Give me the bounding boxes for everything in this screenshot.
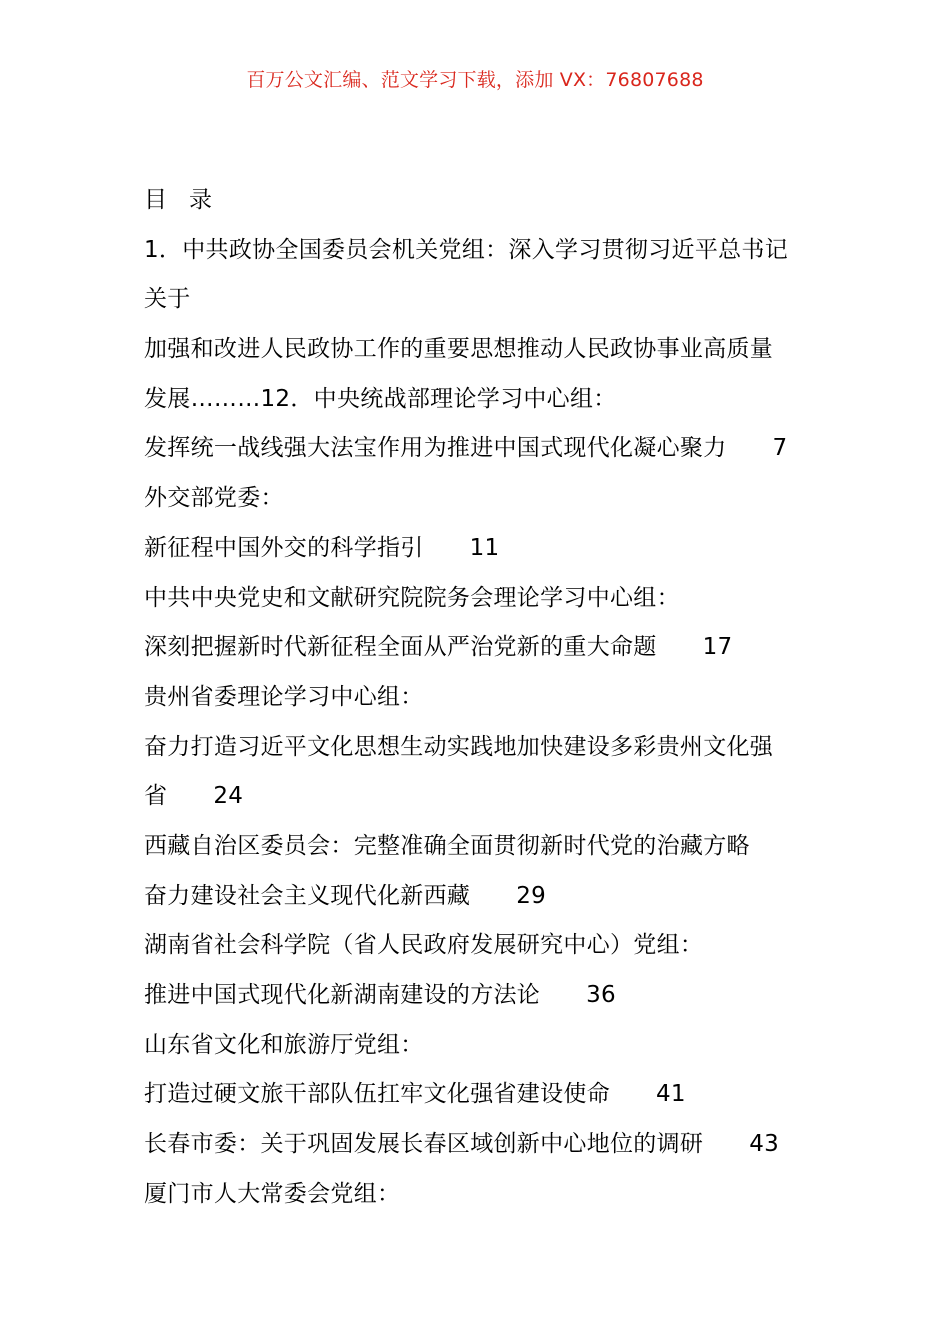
toc-entry-text: 发挥统一战线强大法宝作用为推进中国式现代化凝心聚力 xyxy=(144,435,727,462)
toc-entry-text: 西藏自治区委员会：完整准确全面贯彻新时代党的治藏方略 xyxy=(144,832,750,859)
toc-entry-text: 1．中共政协全国委员会机关党组：深入学习贯彻习近平总书记 xyxy=(144,236,789,263)
toc-entry xyxy=(144,927,824,977)
toc-entry-text: 深刻把握新时代新征程全面从严治党新的重大命题 xyxy=(144,634,657,661)
toc-entry xyxy=(144,480,824,530)
toc-entry xyxy=(144,281,824,331)
toc-entry xyxy=(144,381,824,431)
toc-entry-text: 省 xyxy=(144,783,168,810)
toc-entry xyxy=(144,1126,824,1176)
toc-entry xyxy=(144,878,824,928)
toc-entry-text: 推进中国式现代化新湖南建设的方法论 xyxy=(144,982,541,1008)
toc-entry-text: 中共中央党史和文献研究院院务会理论学习中心组： xyxy=(144,584,680,611)
toc-entry xyxy=(144,232,824,282)
toc-entry-text: 外交部党委： xyxy=(144,485,284,512)
toc-entry xyxy=(144,530,824,580)
toc-entry xyxy=(144,828,824,878)
download-banner: 百万公文汇编、范文学习下载，添加 VX：76807688 xyxy=(246,69,704,91)
table-of-contents xyxy=(144,182,824,1225)
toc-entry xyxy=(144,778,824,828)
toc-page-number: 17 xyxy=(702,634,733,661)
toc-entry xyxy=(144,679,824,729)
toc-title: 目录 xyxy=(144,187,234,213)
toc-entry-text: 厦门市人大常委会党组： xyxy=(144,1180,401,1207)
toc-page-number: 43 xyxy=(749,1131,780,1158)
toc-entry xyxy=(144,629,824,679)
toc-entry xyxy=(144,1076,824,1126)
toc-entry-text: 奋力建设社会主义现代化新西藏 xyxy=(144,882,471,909)
toc-page-number: 24 xyxy=(213,783,244,810)
toc-page-number: 7 xyxy=(772,435,788,462)
toc-entry-text: 发展………12．中央统战部理论学习中心组： xyxy=(144,385,617,412)
toc-entry xyxy=(144,331,824,381)
toc-entry-text: 奋力打造习近平文化思想生动实践地加快建设多彩贵州文化强 xyxy=(144,733,774,760)
toc-entry-text: 贵州省委理论学习中心组： xyxy=(144,683,424,710)
toc-entry-text: 加强和改进人民政协工作的重要思想推动人民政协事业高质量 xyxy=(144,336,774,363)
toc-page-number: 29 xyxy=(516,882,547,909)
toc-entry-text: 山东省文化和旅游厅党组： xyxy=(144,1031,424,1058)
toc-entry xyxy=(144,430,824,480)
toc-entry-text: 打造过硬文旅干部队伍扛牢文化强省建设使命 xyxy=(144,1081,610,1108)
toc-entries xyxy=(144,232,824,1226)
toc-page-number: 11 xyxy=(469,534,500,561)
toc-entry-text: 关于 xyxy=(144,286,191,313)
toc-page-number: 41 xyxy=(656,1081,686,1108)
toc-entry-text: 湖南省社会科学院（省人民政府发展研究中心）党组： xyxy=(144,932,704,959)
toc-entry-text: 长春市委：关于巩固发展长春区域创新中心地位的调研 xyxy=(144,1131,704,1158)
toc-entry xyxy=(144,580,824,630)
toc-entry xyxy=(144,977,824,1027)
toc-entry xyxy=(144,1027,824,1077)
toc-page-number: 36 xyxy=(586,982,616,1008)
toc-entry xyxy=(144,1176,824,1226)
toc-entry xyxy=(144,729,824,779)
toc-entry-text: 新征程中国外交的科学指引 xyxy=(144,534,424,561)
